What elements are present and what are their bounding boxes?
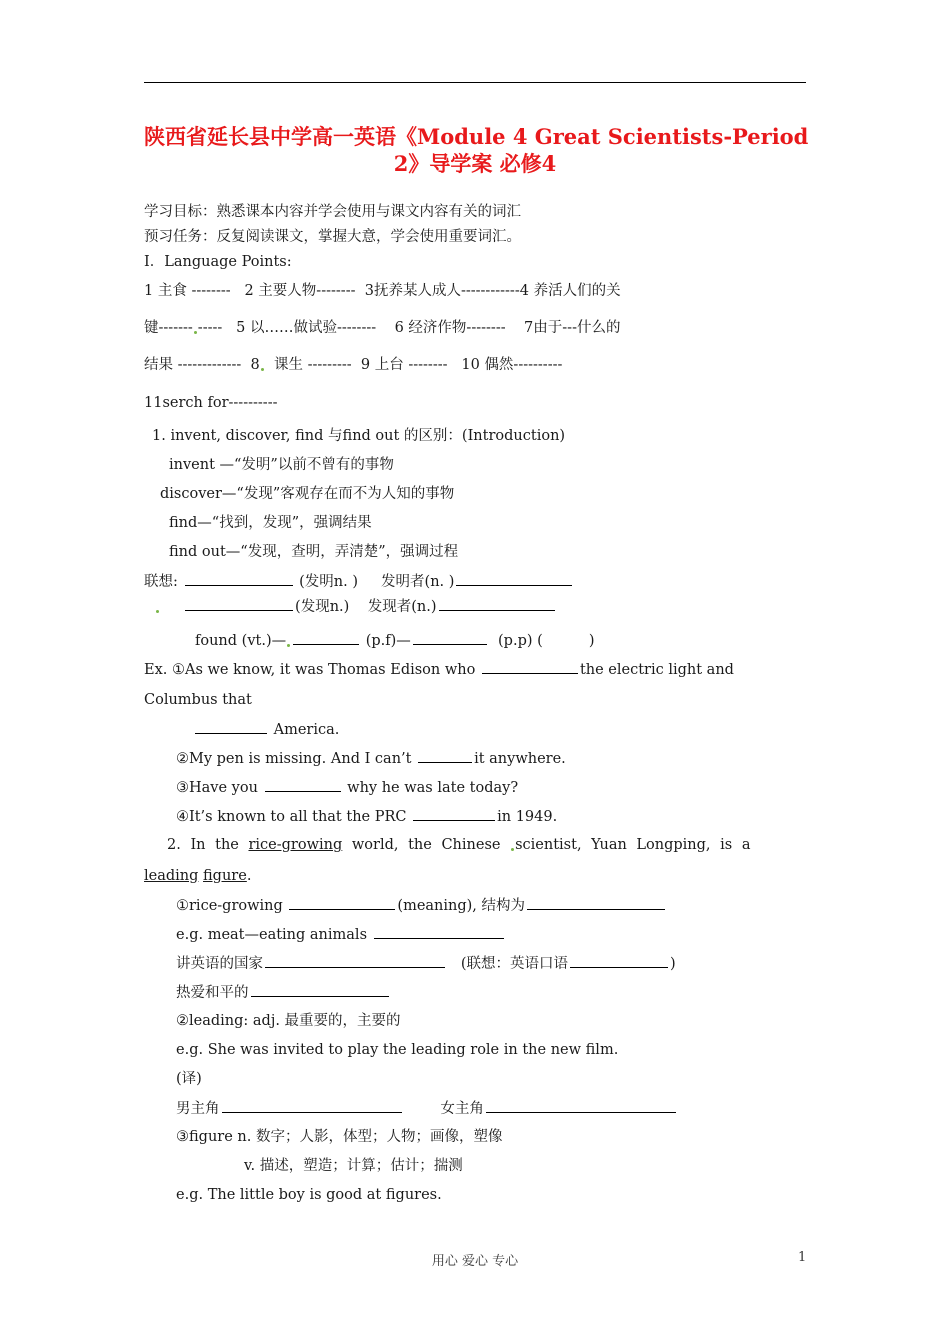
question-2-text-b: it anywhere. [474, 751, 566, 767]
question-1-continued: Columbus that [144, 692, 252, 708]
question-1-text-b: the electric light and [579, 662, 734, 678]
english-speaking-countries-row [176, 953, 676, 974]
answer-blank[interactable] [456, 571, 572, 586]
answer-blank[interactable] [289, 895, 395, 910]
exercise-question-2 [176, 748, 566, 769]
find-definition: find—“找到，发现”，强调结果 [169, 515, 372, 531]
leading-role-row [176, 1098, 678, 1119]
point-2-sentence [167, 835, 750, 855]
example-1-text: e.g. meat—eating animals [176, 927, 368, 943]
question-1-end [193, 719, 339, 740]
answer-blank[interactable] [265, 777, 341, 792]
marker-dot [511, 848, 514, 851]
rice-growing-text-a: ①rice-growing [176, 898, 283, 914]
term-leading: leading [144, 868, 199, 884]
answer-blank[interactable] [413, 630, 487, 645]
spoken-english-label: (联想：英语口语 [460, 956, 568, 972]
question-3-text-b: why he was late today? [347, 780, 519, 796]
page-number: 1 [798, 1250, 807, 1265]
find-out-definition: find out—“发现，查明，弄清楚”，强调过程 [169, 544, 459, 560]
answer-blank[interactable] [185, 571, 293, 586]
rice-growing-text-b: (meaning), 结构为 [397, 898, 526, 914]
vocab-line-2-part-a: 键------- [144, 320, 193, 336]
vocab-line-1: 1 主食 -------- 2 主要人物-------- 3抚养某人成人------------4 养活人们的关 [144, 283, 621, 299]
example-figures: e.g. The little boy is good at figures. [176, 1187, 442, 1203]
question-4-text-a: ④It’s known to all that the PRC [176, 809, 407, 825]
answer-blank[interactable] [418, 748, 472, 763]
discover-definition: discover—“发现”客观存在而不为人知的事物 [160, 486, 455, 502]
found-forms-row [195, 630, 595, 651]
point-2-text-a: 2. In the [167, 837, 239, 853]
point-1-heading: 1. invent, discover, find 与find out 的区别：(Introduction) [152, 428, 566, 444]
section-heading-language-points: Ⅰ．Language Points: [144, 254, 292, 270]
page-title-line-2: 2》导学案 必修4 [393, 151, 557, 176]
point-2-sentence-continued [144, 866, 251, 886]
found-vt-label: found (vt.)— [195, 633, 287, 649]
marker-dot [156, 610, 159, 613]
found-pf-label: (p.f)— [365, 633, 411, 649]
discovery-noun-label: (发现n.) [295, 599, 350, 615]
vocab-line-3-part-a: 结果 ------------- 8 [144, 357, 260, 373]
exercise-label: Ex. [144, 662, 168, 678]
page-title-line-1: 陕西省延长县中学高一英语《Module 4 Great Scientists-Period [144, 124, 809, 149]
header-rule [144, 82, 806, 83]
peace-loving-row [176, 982, 391, 1003]
marker-dot [287, 644, 290, 647]
answer-blank[interactable] [413, 806, 495, 821]
association-row-2 [155, 596, 557, 617]
closing-paren: ) [670, 956, 676, 972]
marker-dot [194, 331, 197, 334]
association-row-1 [144, 571, 574, 592]
footer-slogan: 用心 爱心 专心 [431, 1254, 519, 1269]
leading-definition: ②leading: adj. 最重要的，主要的 [176, 1013, 401, 1029]
female-lead-label: 女主角 [440, 1101, 484, 1117]
question-3-text-a: ③Have you [176, 780, 258, 796]
vocab-line-2-part-b: ----- 5 以……做试验-------- 6 经济作物-------- 7由于---什么的 [197, 320, 621, 336]
answer-blank[interactable] [293, 630, 359, 645]
invention-noun-label: (发明n. ) [299, 574, 358, 590]
answer-blank[interactable] [374, 924, 504, 939]
association-label: 联想: [144, 574, 178, 590]
answer-blank[interactable] [570, 953, 668, 968]
example-leading-role: e.g. She was invited to play the leading role in the new film. [176, 1042, 619, 1058]
rice-growing-item [176, 895, 667, 916]
example-meat-eating [176, 924, 506, 945]
male-lead-label: 男主角 [176, 1101, 220, 1117]
answer-blank[interactable] [439, 596, 555, 611]
answer-blank[interactable] [185, 596, 293, 611]
vocab-line-3 [144, 355, 562, 375]
question-1-text-d: America. [273, 722, 340, 738]
point-2-text-b: world, the Chinese [351, 837, 501, 853]
term-rice-growing: rice-growing [248, 837, 343, 853]
question-4-text-b: in 1949. [497, 809, 558, 825]
exercise-question-3 [176, 777, 518, 798]
discoverer-noun-label: 发现者(n.) [367, 599, 437, 615]
exercise-question-4 [176, 806, 557, 827]
exercise-question-1 [144, 659, 734, 680]
answer-blank[interactable] [251, 982, 389, 997]
english-speaking-label: 讲英语的国家 [176, 956, 263, 972]
question-2-text-a: ②My pen is missing. And I can’t [176, 751, 412, 767]
answer-blank[interactable] [195, 719, 267, 734]
answer-blank[interactable] [486, 1098, 676, 1113]
vocab-line-2 [144, 318, 620, 338]
translate-prompt: (译) [176, 1071, 202, 1087]
vocab-line-3-part-b: 课生 --------- 9 上台 -------- 10 偶然---------- [264, 357, 563, 373]
peace-loving-label: 热爱和平的 [176, 985, 249, 1001]
question-1-text-a: ①As we know, it was Thomas Edison who [171, 662, 476, 678]
inventor-noun-label: 发明者(n. ) [381, 574, 455, 590]
answer-blank[interactable] [527, 895, 665, 910]
study-goal: 学习目标：熟悉课本内容并学会使用与课文内容有关的词汇 [144, 204, 521, 220]
figure-noun-definition: ③figure n. 数字；人影，体型；人物；画像，塑像 [176, 1129, 503, 1145]
point-2-text-c: scientist, Yuan Longping, is a [515, 837, 751, 853]
preview-task: 预习任务：反复阅读课文，掌握大意，学会使用重要词汇。 [144, 229, 521, 245]
invent-definition: invent —“发明”以前不曾有的事物 [169, 457, 394, 473]
vocab-line-4: 11serch for---------- [144, 395, 278, 411]
answer-blank[interactable] [222, 1098, 402, 1113]
answer-blank[interactable] [265, 953, 445, 968]
found-pp-label: (p.p) ( ) [498, 633, 595, 649]
term-figure: figure [203, 868, 247, 884]
answer-blank[interactable] [482, 659, 578, 674]
marker-dot [261, 368, 264, 371]
sentence-period: . [246, 868, 252, 884]
figure-verb-definition: v. 描述，塑造；计算；估计；揣测 [244, 1158, 463, 1174]
